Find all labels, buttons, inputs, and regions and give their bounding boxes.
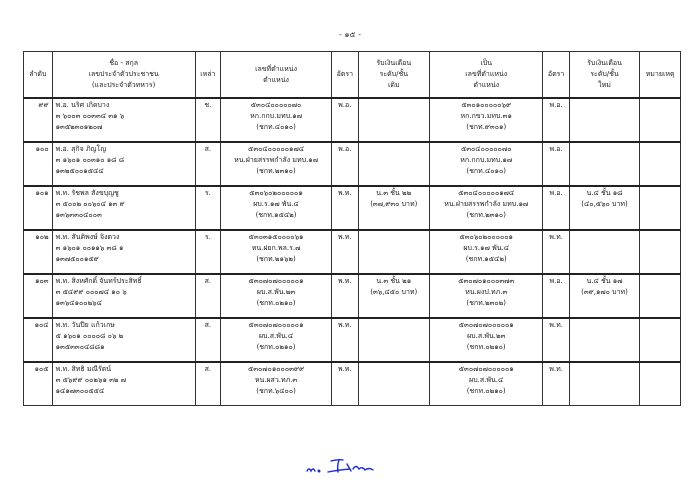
- row-branch: ช.: [195, 98, 220, 142]
- new-position-code: (ชกท.๐๒๑๐): [466, 342, 506, 351]
- citizen-id: ๓ ๕๐๐๒ ๐๐๖๐๔ ๑๓ ๙: [55, 199, 125, 208]
- row-seq: ๑๐๔: [24, 318, 53, 362]
- row-new-position: [430, 274, 543, 318]
- header-seq: ลำดับ: [24, 52, 53, 99]
- row-person: [52, 318, 195, 362]
- row-new-salary: [569, 142, 639, 186]
- row-old-rate: พ.ท.: [332, 186, 358, 230]
- row-seq: ๙๙: [24, 98, 53, 142]
- row-branch: ส.: [195, 274, 220, 318]
- new-position-code: (ชกท.๐๒๑๐): [466, 386, 506, 395]
- old-position-number: ๕๓๐๗๐๗๐๐๐๐๐๑: [248, 321, 304, 329]
- new-position-number: ๕๓๐๖๐๒๐๐๐๐๐๑: [459, 233, 513, 241]
- page-number: - ๑๕ -: [339, 30, 361, 39]
- row-seq: ๑๐๐: [24, 142, 53, 186]
- row-new-rate: พ.ท.: [543, 362, 569, 406]
- header-old-salary: รับเงินเดือน ระดับ/ชั้น เดิม: [358, 52, 430, 99]
- row-branch: ร.: [195, 186, 220, 230]
- person-name: พ.ท. สิงหศักดิ์ จันทร์ประสิทธิ์: [55, 277, 142, 285]
- row-new-salary: [569, 186, 639, 230]
- citizen-id: ๓ ๕๔๙๙ ๐๐๐๗๔ ๑๐ ๖: [55, 287, 127, 296]
- row-seq: ๑๐๑: [24, 186, 53, 230]
- new-position-number: ๕๓๐๗๐๗๐๐๐๐๐๑: [458, 321, 514, 329]
- row-person: [52, 362, 195, 406]
- personnel-transfer-table: [23, 51, 681, 406]
- row-branch: ร.: [195, 230, 220, 274]
- old-salary-level: น.๓ ชั้น ๒๑: [376, 277, 412, 285]
- row-old-rate: พ.อ.: [332, 142, 358, 186]
- old-position-number: ๕๓๐๗๐๑๐๐๐๓๙๙: [247, 365, 305, 373]
- row-new-position: [430, 362, 543, 406]
- old-position-title: หก.กกบ.มทบ.๑๗: [250, 111, 302, 120]
- row-old-position: [220, 98, 331, 142]
- new-salary-level: น.๔ ชั้น ๑๘: [586, 189, 623, 197]
- row-old-salary: [358, 98, 430, 142]
- row-branch: ส.: [195, 318, 220, 362]
- row-person: [52, 274, 195, 318]
- old-position-code: (ชกท.๒๑๖๒): [256, 254, 296, 263]
- old-position-code: (ชกท.๒๓๑๐): [256, 166, 296, 175]
- new-salary-amount: (๔๐,๕๖๐ บาท): [581, 199, 628, 208]
- row-new-rate: พ.อ.: [543, 186, 569, 230]
- header-new-rate: อัตรา: [543, 52, 569, 99]
- row-remark: [640, 186, 681, 230]
- header-old-rate: อัตรา: [332, 52, 358, 99]
- row-new-rate: พ.อ.: [543, 274, 569, 318]
- old-position-number: ๕๓๐๓๑๕๐๐๐๐๖๑: [248, 233, 304, 241]
- new-position-title: ผบ.ร.๑๗ พัน.๔: [463, 243, 510, 252]
- row-new-salary: [569, 362, 639, 406]
- row-new-salary: [569, 230, 639, 274]
- person-name: พ.อ. นริศ เกิดบาง: [55, 101, 110, 109]
- old-position-number: ๕๓๐๔๐๐๐๐๐๗๐: [250, 101, 302, 109]
- new-position-number: ๕๓๐๗๐๗๐๐๐๐๐๑: [458, 365, 514, 373]
- row-new-position: [430, 186, 543, 230]
- row-person: [52, 98, 195, 142]
- header-old-position: เลขที่ตำแหน่ง ตำแหน่ง: [220, 52, 331, 99]
- new-salary-level: น.๔ ชั้น ๑๗: [586, 277, 623, 285]
- row-new-rate: พ.อ.: [543, 98, 569, 142]
- row-old-position: [220, 318, 331, 362]
- row-old-salary: [358, 230, 430, 274]
- header-new-salary: รับเงินเดือน ระดับ/ชั้น ใหม่: [569, 52, 639, 99]
- row-old-position: [220, 142, 331, 186]
- signature-image: [303, 455, 393, 477]
- new-position-number: ๕๓๐๔๐๐๐๐๐๗๐: [460, 145, 512, 153]
- new-position-title: ผบ.ส.พัน.๒๓: [467, 331, 506, 340]
- old-position-title: ผบ.ร.๑๗ พัน.๔: [253, 199, 299, 208]
- old-position-title: หน.ฝ่ายสรรพกำลัง มทบ.๑๗: [234, 155, 318, 164]
- row-old-salary: [358, 274, 430, 318]
- row-old-rate: พ.ท.: [332, 274, 358, 318]
- old-position-code: (ชกท.๑๕๔๒): [255, 210, 297, 219]
- military-id: ๑๓๒๕๐๐๑๕๔๔: [55, 166, 104, 175]
- row-remark: [640, 318, 681, 362]
- row-old-salary: [358, 142, 430, 186]
- new-position-title: หก.กขว.มทบ.๓๑: [460, 111, 512, 120]
- new-position-title: หก.กกบ.มทบ.๑๗: [460, 155, 513, 164]
- citizen-id: ๓ ๑๖๐๑ ๐๐๓๑๐ ๑๘ ๘: [55, 155, 125, 164]
- row-old-salary: [358, 318, 430, 362]
- row-new-salary: [569, 318, 639, 362]
- new-position-code: (ชกท.๒๓๐๒): [466, 298, 506, 307]
- old-position-code: (ชกท.๐๒๑๐): [256, 298, 296, 307]
- row-seq: ๑๐๕: [24, 362, 53, 406]
- table-row: [24, 186, 681, 230]
- person-name: พ.ท. รัชพล สังขบุญชู: [55, 189, 119, 197]
- citizen-id: ๓ ๕๖๙๙ ๐๐๒๖๑ ๓๒ ๗: [55, 375, 126, 384]
- table-row: [24, 142, 681, 186]
- row-old-position: [220, 274, 331, 318]
- row-old-rate: พ.อ.: [332, 98, 358, 142]
- new-position-code: (ชกท.๙๓๐๑): [466, 122, 507, 131]
- row-remark: [640, 98, 681, 142]
- header-branch: เหล่า: [195, 52, 220, 99]
- military-id: ๑๓๕๓๓๐๔๘๘๑: [55, 342, 105, 351]
- old-position-code: (ชกท.๖๔๐๐): [256, 386, 296, 395]
- row-remark: [640, 142, 681, 186]
- row-new-salary: [569, 98, 639, 142]
- old-position-title: ผบ.ส.พัน.๔: [258, 331, 294, 340]
- row-seq: ๑๐๓: [24, 274, 53, 318]
- row-new-rate: พ.ท.: [543, 230, 569, 274]
- table-row: [24, 318, 681, 362]
- military-id: ๑๓๖๔๑๐๐๒๖๔: [55, 298, 102, 307]
- old-position-number: ๕๓๐๔๐๐๐๐๐๑๗๔: [248, 145, 305, 153]
- header-remark: หมายเหตุ: [640, 52, 681, 99]
- row-remark: [640, 230, 681, 274]
- old-salary-amount: (๓๖,๔๕๐ บาท): [370, 287, 418, 296]
- military-id: ๑๔๑๗๓๐๐๕๕๔: [55, 386, 105, 395]
- new-position-code: (ชกท.๑๕๔๒): [465, 254, 507, 263]
- old-position-number: ๕๓๐๖๐๒๐๐๐๐๐๑: [249, 189, 303, 197]
- military-id: ๑๓๗๕๐๐๑๕๙: [55, 254, 99, 263]
- old-salary-level: น.๓ ชั้น ๒๒: [376, 189, 412, 197]
- old-position-title: ผบ.ส.พัน.๒๓: [256, 287, 296, 296]
- citizen-id: ๓ ๑๖๐๑ ๐๐๑๑๖ ๓๘ ๑: [55, 243, 124, 252]
- row-old-position: [220, 362, 331, 406]
- old-position-title: หน.ผสว.ทภ.๓: [254, 375, 298, 384]
- person-name: พ.ท. สิทธิ มณีรัตน์: [55, 365, 112, 373]
- citizen-id: ๓ ๖๐๐๓ ๐๐๓๓๔ ๓๑ ๖: [55, 111, 125, 120]
- header-new-position: เป็น เลขที่ตำแหน่ง ตำแหน่ง: [430, 52, 543, 99]
- table-row: [24, 230, 681, 274]
- row-seq: ๑๐๒: [24, 230, 53, 274]
- row-branch: ส.: [195, 362, 220, 406]
- new-position-code: (ชกท.๔๐๑๐): [466, 166, 506, 175]
- new-position-code: (ชกท.๒๓๑๐): [466, 210, 506, 219]
- military-id: ๑๓๕๒๓๐๑๒๐๗: [55, 122, 103, 131]
- row-old-position: [220, 186, 331, 230]
- row-remark: [640, 362, 681, 406]
- row-old-rate: พ.ท.: [332, 318, 358, 362]
- row-person: [52, 230, 195, 274]
- old-position-title: หน.ฝยก.พล.ร.๗: [251, 243, 301, 252]
- person-name: พ.อ. สุกิจ ภิญโญ: [55, 145, 107, 153]
- old-position-number: ๕๓๐๗๐๗๐๐๐๐๐๑: [248, 277, 304, 285]
- row-person: [52, 186, 195, 230]
- old-position-code: (ชกท.๔๐๑๐): [256, 122, 296, 131]
- new-position-title: หน.ผงป.ทภ.๓: [465, 287, 508, 296]
- new-position-number: ๕๓๐๑๐๐๐๐๐๖๙: [461, 101, 512, 109]
- table-row: [24, 98, 681, 142]
- row-old-salary: [358, 362, 430, 406]
- new-position-number: ๕๓๐๗๐๑๐๐๐๓๗๓: [458, 277, 515, 285]
- new-position-title: ผบ.ส.พัน.๔: [469, 375, 504, 384]
- new-position-number: ๕๓๐๔๐๐๐๐๐๑๗๔: [458, 189, 515, 197]
- row-new-rate: พ.อ.: [543, 142, 569, 186]
- old-salary-amount: (๓๗,๙๓๐ บาท): [370, 199, 418, 208]
- row-remark: [640, 274, 681, 318]
- table-row: [24, 362, 681, 406]
- person-name: พ.ท. วันปีย แก้วเกษ: [55, 321, 115, 329]
- row-old-position: [220, 230, 331, 274]
- row-new-position: [430, 142, 543, 186]
- citizen-id: ๕ ๑๖๐๑ ๐๐๐๐๘ ๐๖ ๒: [55, 331, 124, 340]
- new-position-title: หน.ฝ่ายสรรพกำลัง มทบ.๑๗: [444, 199, 529, 208]
- row-new-rate: พ.ท.: [543, 318, 569, 362]
- table-row: [24, 274, 681, 318]
- person-name: พ.ท. สันติพงษ์ จิงตวง: [55, 233, 120, 241]
- row-new-position: [430, 98, 543, 142]
- military-id: ๑๓๖๓๓๐๔๐๐๓: [55, 210, 102, 219]
- old-position-code: (ชกท.๐๒๑๐): [256, 342, 296, 351]
- row-old-salary: [358, 186, 430, 230]
- new-salary-amount: (๓๙,๑๗๐ บาท): [581, 287, 628, 296]
- row-new-position: [430, 318, 543, 362]
- row-new-salary: [569, 274, 639, 318]
- header-row: [24, 52, 681, 99]
- row-branch: ส.: [195, 142, 220, 186]
- row-old-rate: พ.ท.: [332, 230, 358, 274]
- row-old-rate: พ.ท.: [332, 362, 358, 406]
- row-new-position: [430, 230, 543, 274]
- row-person: [52, 142, 195, 186]
- header-name: ชื่อ - สกุล เลขประจำตัวประชาชน (และประจำตัวทหาร): [52, 52, 195, 99]
